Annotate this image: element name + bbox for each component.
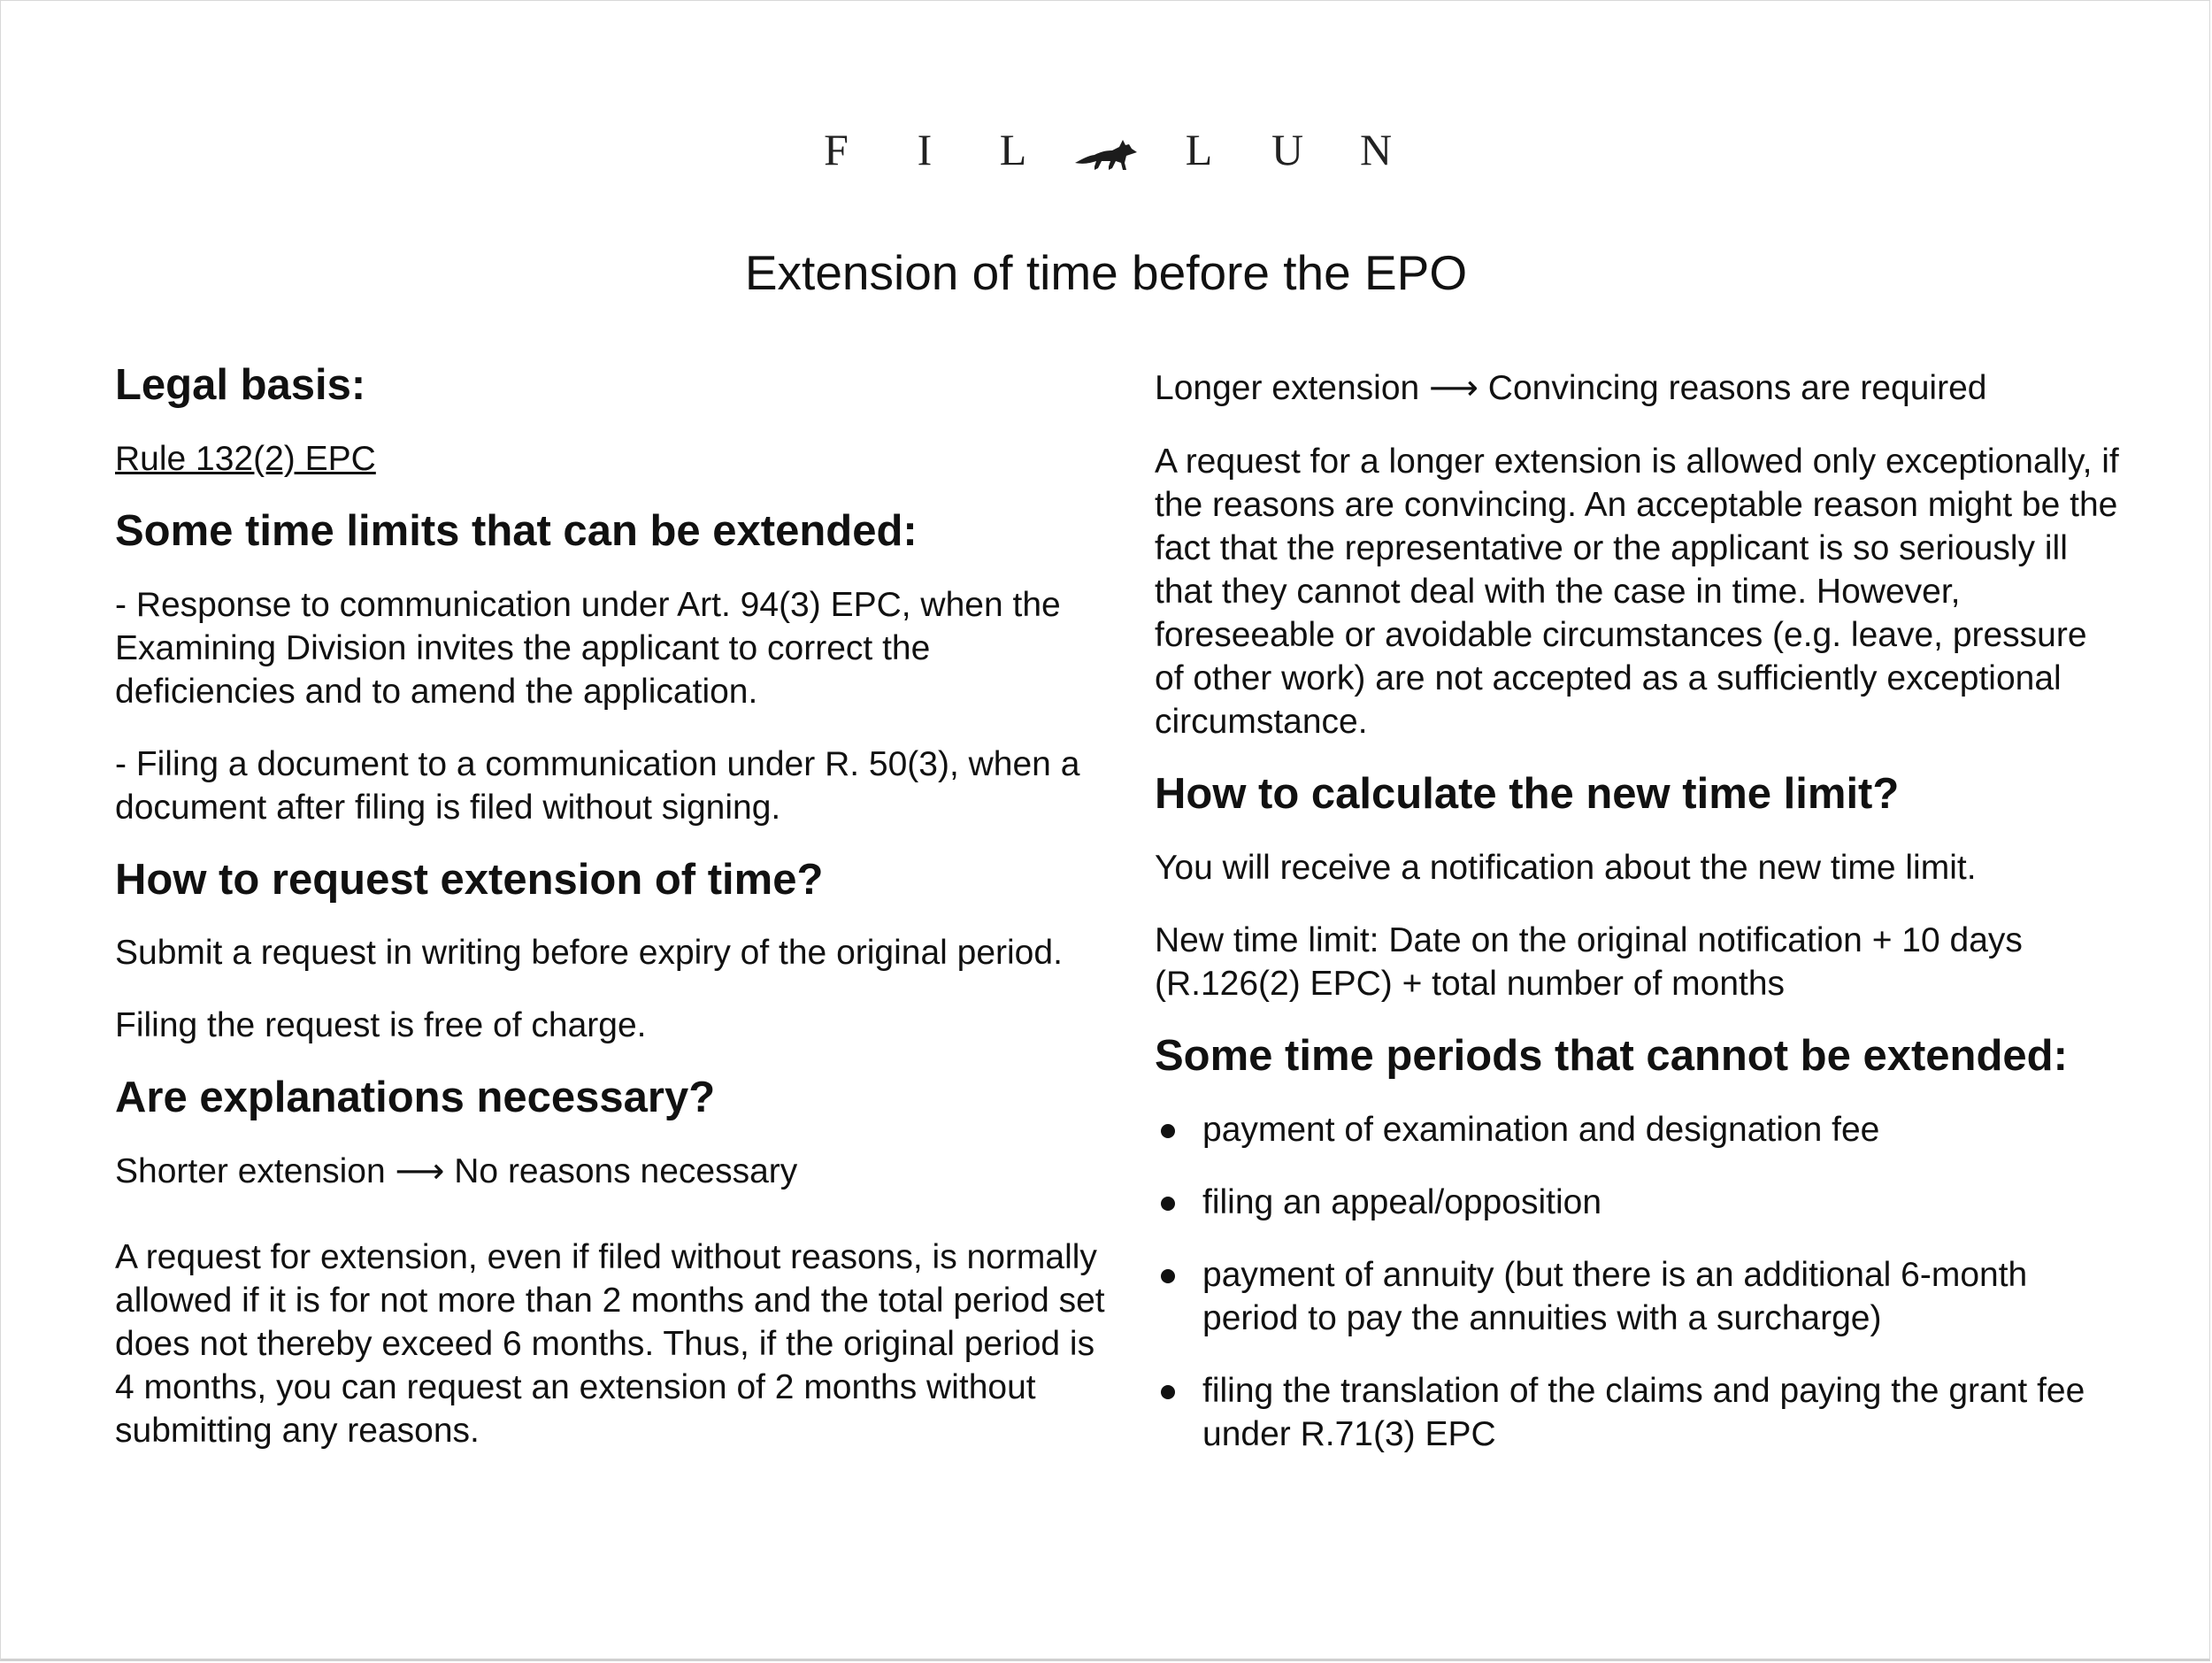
calculate-heading: How to calculate the new time limit? [1155, 770, 1900, 818]
bullet-icon [1161, 1124, 1175, 1138]
shorter-extension-text: A request for extension, even if filed without reasons, is normally allowed if it is for not more than 2 months and the total period set does not thereby exceed 6 months. Thus, if the original period is 4 months, you can request an extension of 2 months without submitting any reasons. [115, 1238, 1105, 1451]
list-item [1155, 1181, 2119, 1224]
logo-letter: I [917, 125, 933, 174]
list-item [1155, 1108, 2119, 1151]
not-extendable-list [1155, 1108, 2119, 1456]
logo-letter: L [999, 125, 1027, 174]
longer-extension-text: A request for a longer extension is allowed only exceptionally, if the reasons are convincing. An acceptable reason might be the fact that the representative or the applicant is so seriously ill that they cannot deal with the case in time. However, foreseeable or avoidable circumstances (e.g. leave, pressure of other work) are not accepted as a sufficiently exceptional circumstance. [1155, 443, 2119, 741]
list-item-text: filing the translation of the claims and paying the grant fee under R.71(3) EPC [1202, 1371, 2085, 1453]
shorter-extension-label: Shorter extension ⟶ No reasons necessary [115, 1152, 798, 1191]
bullet-icon [1161, 1269, 1175, 1283]
brand-logo [0, 124, 2212, 175]
fox-icon [1057, 124, 1155, 175]
calculate-text: New time limit: Date on the original notification + 10 days (R.126(2) EPC) + total number of months [1155, 920, 2023, 1003]
list-item-text: payment of examination and designation fee [1202, 1110, 1880, 1149]
request-text: Submit a request in writing before expiry of the original period. [115, 934, 1063, 973]
bullet-icon [1161, 1385, 1175, 1399]
logo-letter: N [1359, 125, 1393, 174]
explanations-heading: Are explanations necessary? [115, 1074, 716, 1122]
list-item-text: filing an appeal/opposition [1202, 1182, 1602, 1221]
bullet-icon [1161, 1197, 1175, 1211]
list-item [1155, 1369, 2119, 1456]
extendable-item: - Response to communication under Art. 94(3) EPC, when the Examining Division invites the applicant to correct the deficiencies and to amend the application. [115, 585, 1061, 711]
logo-letter: L [1185, 125, 1213, 174]
page-title: Extension of time before the EPO [744, 245, 1468, 300]
request-text: Filing the request is free of charge. [115, 1006, 647, 1045]
not-extendable-heading: Some time periods that cannot be extended: [1155, 1031, 2068, 1080]
list-item-text: payment of annuity (but there is an additional 6-month period to pay the annuities with a surcharge) [1202, 1255, 2028, 1337]
legal-basis-heading: Legal basis: [115, 361, 366, 409]
list-item [1155, 1253, 2119, 1340]
legal-basis-link[interactable]: Rule 132(2) EPC [115, 439, 376, 478]
left-column [115, 354, 1106, 1452]
extendable-heading: Some time limits that can be extended: [115, 506, 918, 555]
logo-letter: F [824, 125, 849, 174]
logo-letter: U [1271, 125, 1304, 174]
calculate-text: You will receive a notification about the new time limit. [1155, 848, 1977, 887]
longer-extension-label: Longer extension ⟶ Convincing reasons are required [1155, 369, 1987, 407]
request-heading: How to request extension of time? [115, 855, 824, 904]
extendable-item: - Filing a document to a communication under R. 50(3), when a document after filing is filed without signing. [115, 744, 1080, 827]
right-column [1155, 354, 2119, 1456]
